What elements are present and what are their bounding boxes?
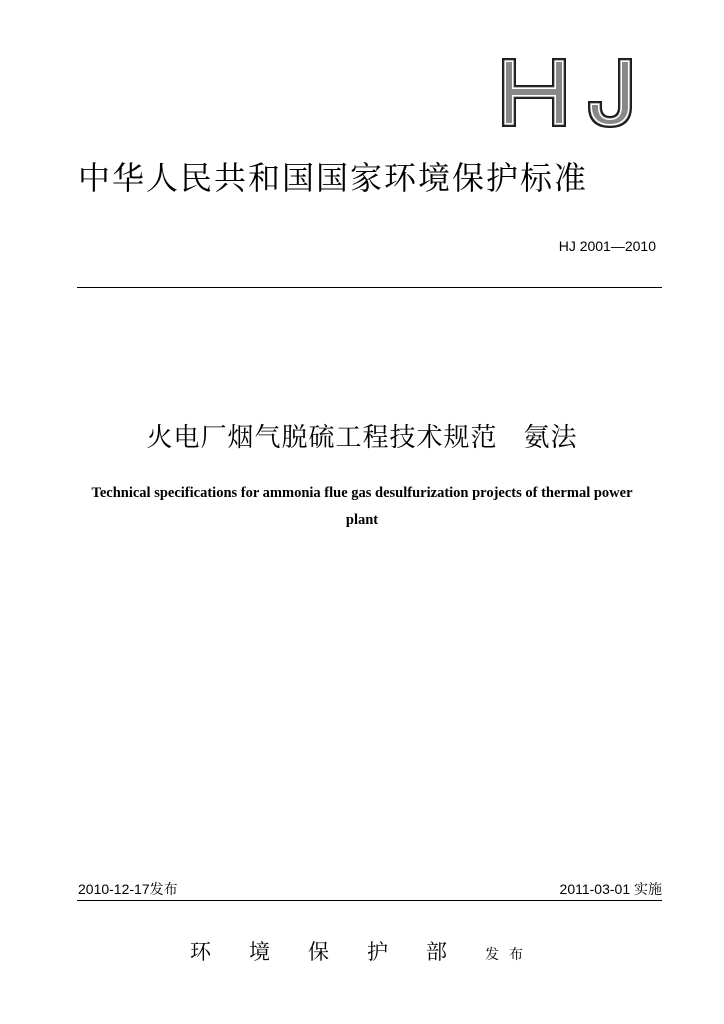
publisher-org: 环境保护部 <box>190 940 485 964</box>
logo-letter-h <box>502 58 566 127</box>
bottom-divider <box>77 900 662 901</box>
hj-logo <box>500 55 645 130</box>
title-chinese-method: 氨法 <box>523 423 578 453</box>
publisher-action: 发布 <box>485 947 533 963</box>
logo-letter-j <box>588 58 632 128</box>
release-date-line <box>78 879 178 899</box>
effective-label: 实施 <box>634 882 662 898</box>
standard-code: HJ 2001—2010 <box>558 238 656 254</box>
title-chinese <box>0 418 724 458</box>
release-label: 发布 <box>149 882 178 898</box>
effective-date: 2011-03-01 <box>559 881 631 897</box>
release-date: 2010-12-17 <box>78 881 150 897</box>
standard-issuer-name: 中华人民共和国国家环境保护标准 <box>78 159 589 197</box>
publisher-line <box>190 936 533 966</box>
title-english: Technical specifications for ammonia flue gas desulfurization projects of thermal power plant <box>91 485 633 528</box>
effective-date-line <box>560 879 662 899</box>
top-divider <box>77 287 662 288</box>
title-chinese-main: 火电厂烟气脱硫工程技术规范 <box>146 423 498 453</box>
